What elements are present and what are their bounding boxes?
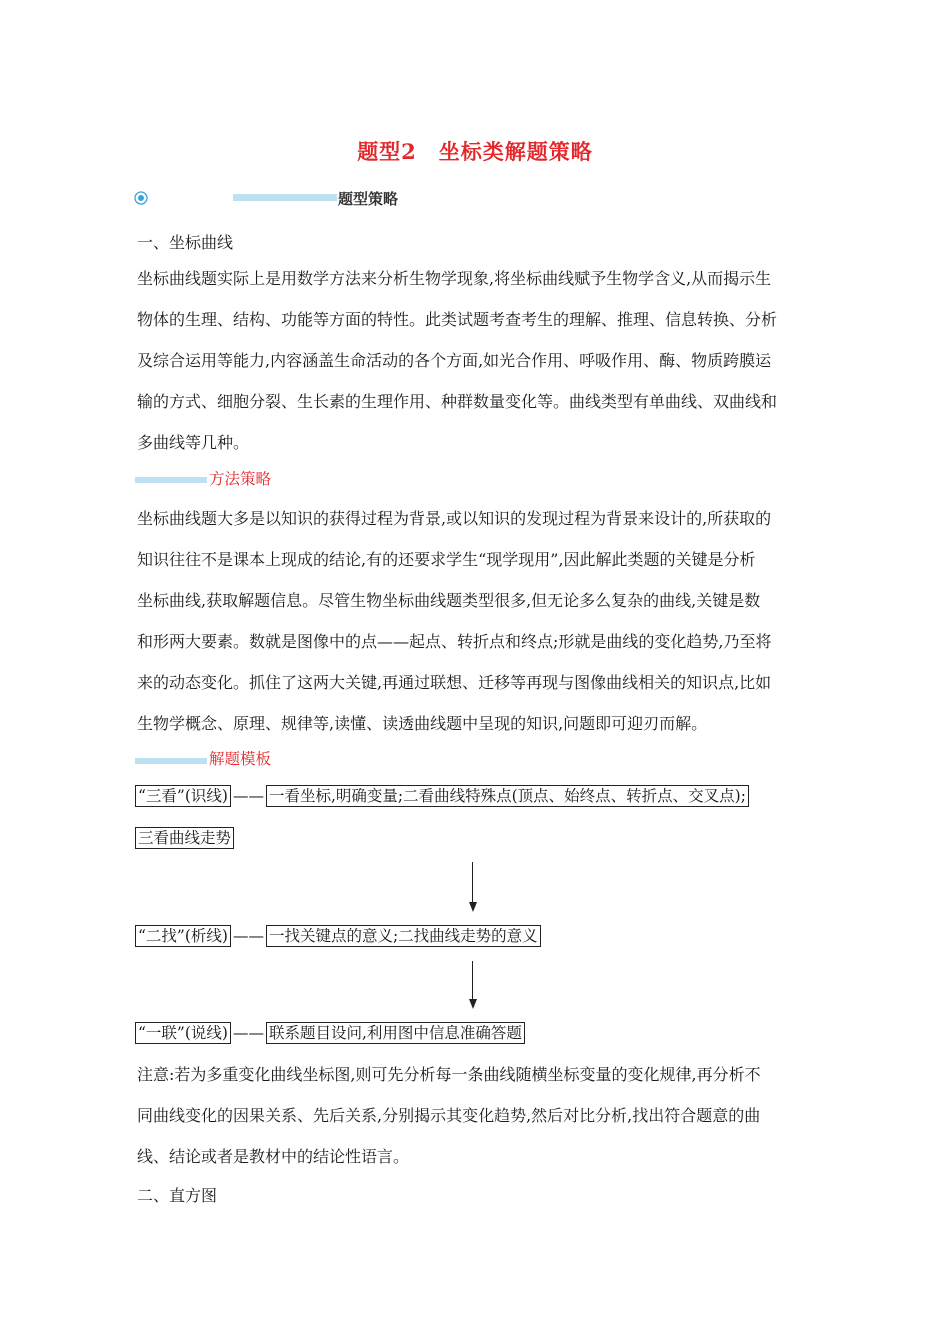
flow-step-1 — [135, 785, 749, 807]
step1-content-cont-box: 三看曲线走势 — [135, 827, 234, 849]
flow-arrow-1 — [470, 862, 476, 912]
section2-heading: 二、直方图 — [137, 1186, 218, 1205]
section1-heading: 一、坐标曲线 — [137, 233, 234, 252]
para1-line: 坐标曲线题实际上是用数学方法来分析生物学现象,将坐标曲线赋予生物学含义,从而揭示生 — [137, 269, 772, 288]
step2-content-box: 一找关键点的意义;二找曲线走势的意义 — [266, 925, 541, 947]
flow-step-2 — [135, 925, 541, 947]
para1-line: 多曲线等几种。 — [137, 433, 250, 452]
strategy-label: 题型策略 — [338, 190, 399, 208]
flow-arrow-2 — [470, 961, 476, 1009]
para2-line: 和形两大要素。数就是图像中的点——起点、转折点和终点;形就是曲线的变化趋势,乃至将 — [137, 632, 772, 651]
step1-dash: —— — [232, 787, 264, 805]
para2-line: 坐标曲线,获取解题信息。尽管生物坐标曲线题类型很多,但无论多么复杂的曲线,关键是数 — [137, 591, 761, 610]
para1-line: 及综合运用等能力,内容涵盖生命活动的各个方面,如光合作用、呼吸作用、酶、物质跨膜运 — [137, 351, 772, 370]
note-line: 线、结论或者是教材中的结论性语言。 — [137, 1147, 410, 1166]
para1-line: 输的方式、细胞分裂、生长素的生理作用、种群数量变化等。曲线类型有单曲线、双曲线和 — [137, 392, 778, 411]
strategy-bar — [233, 194, 337, 201]
note-line: 注意:若为多重变化曲线坐标图,则可先分析每一条曲线随横坐标变量的变化规律,再分析不 — [137, 1065, 761, 1084]
step2-label-box: “二找”(析线) — [135, 925, 231, 947]
flow-step-3 — [135, 1022, 525, 1044]
step3-dash: —— — [232, 1024, 264, 1042]
template-bar — [135, 758, 207, 764]
step3-content-box: 联系题目设问,利用图中信息准确答题 — [266, 1022, 525, 1044]
para2-line: 生物学概念、原理、规律等,读懂、读透曲线题中呈现的知识,问题即可迎刃而解。 — [137, 714, 708, 733]
note-line: 同曲线变化的因果关系、先后关系,分别揭示其变化趋势,然后对比分析,找出符合题意的曲 — [137, 1106, 761, 1125]
step1-content-box: 一看坐标,明确变量;二看曲线特殊点(顶点、始终点、转折点、交叉点); — [266, 785, 749, 807]
step2-dash: —— — [232, 927, 264, 945]
para1-line: 物体的生理、结构、功能等方面的特性。此类试题考查考生的理解、推理、信息转换、分析 — [137, 310, 778, 329]
method-label: 方法策略 — [209, 470, 272, 488]
flow-step-1-cont — [135, 827, 234, 849]
page-title: 题型2 坐标类解题策略 — [357, 139, 593, 164]
target-icon — [134, 191, 148, 205]
step1-label-box: “三看”(识线) — [135, 785, 231, 807]
step3-label-box: “一联”(说线) — [135, 1022, 231, 1044]
template-label: 解题模板 — [209, 750, 272, 768]
method-bar — [135, 477, 207, 483]
para2-line: 知识往往不是课本上现成的结论,有的还要求学生“现学现用”,因此解此类题的关键是分析 — [137, 550, 756, 569]
para2-line: 来的动态变化。抓住了这两大关键,再通过联想、迁移等再现与图像曲线相关的知识点,比如 — [137, 673, 772, 692]
para2-line: 坐标曲线题大多是以知识的获得过程为背景,或以知识的发现过程为背景来设计的,所获取的 — [137, 509, 772, 528]
